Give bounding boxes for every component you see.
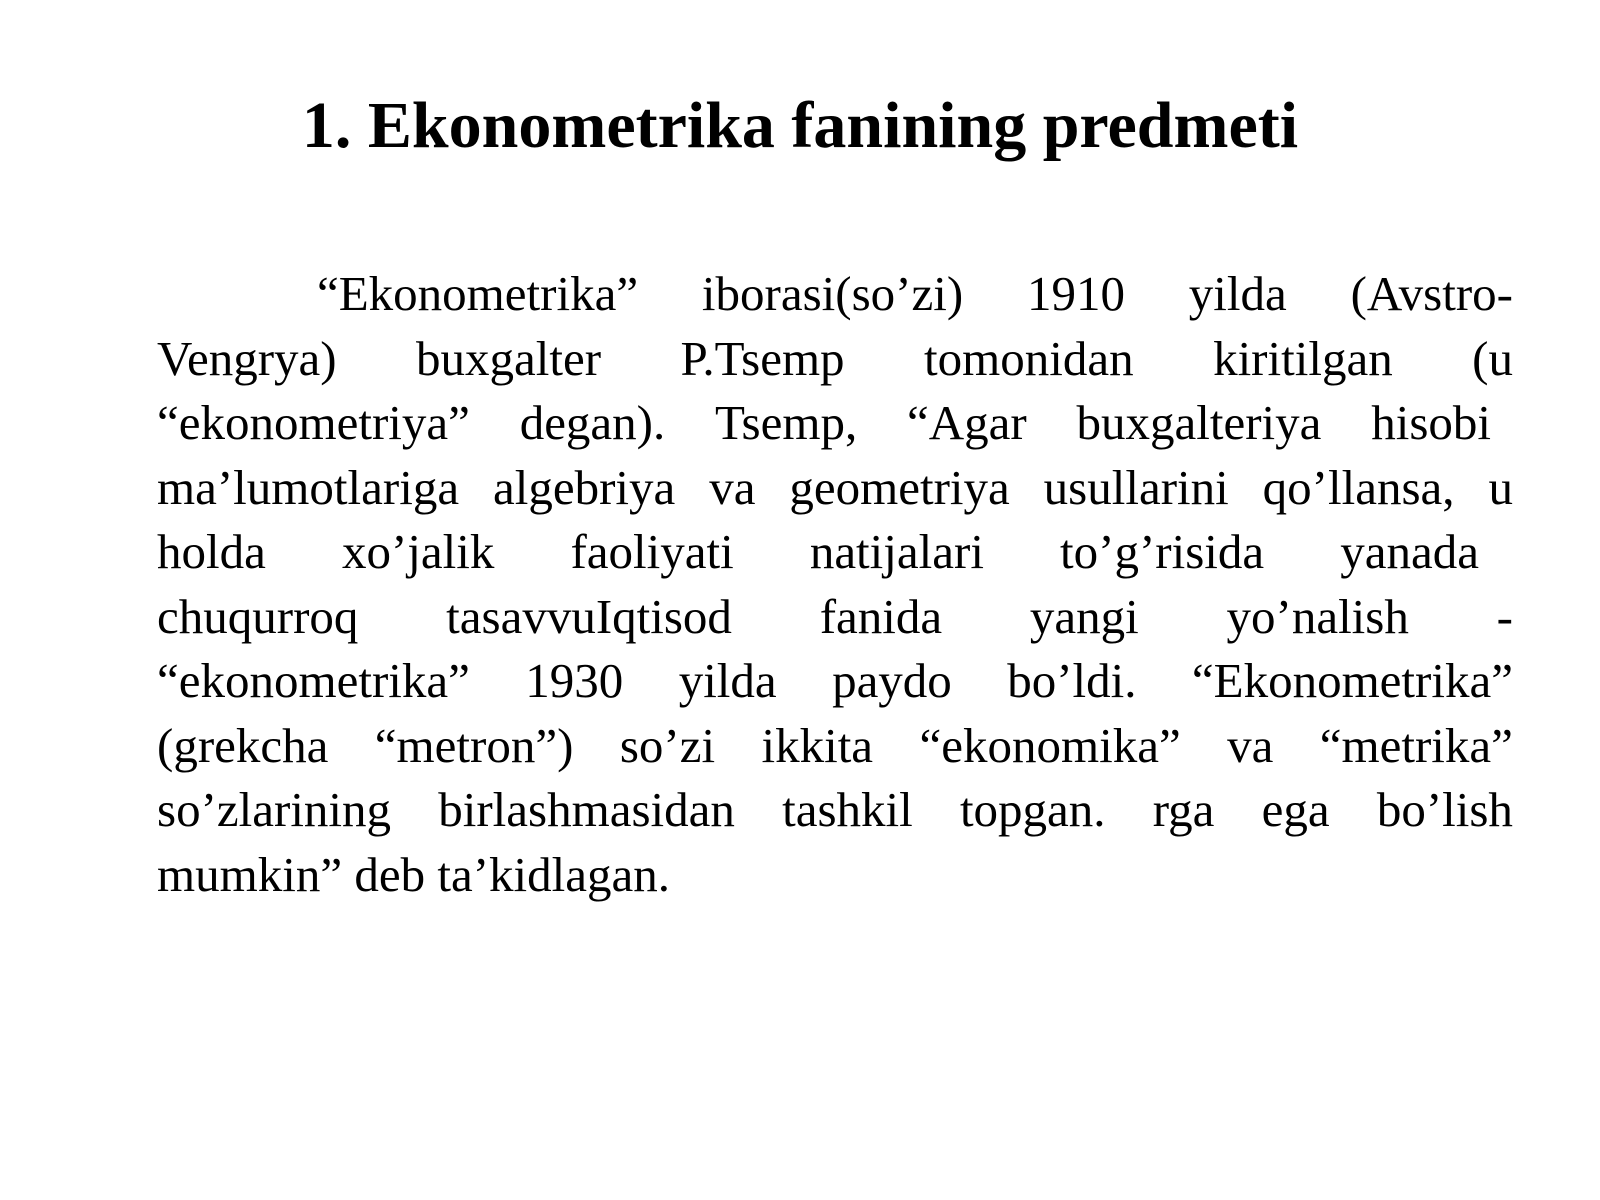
body-word: “ekonomika” [919,717,1181,773]
body-word: bo’ldi. [1007,653,1137,708]
body-word: to’g’risida [1060,524,1265,579]
body-word: - [1496,588,1513,644]
body-word: (grekcha [157,717,329,773]
body-word: buxgalter [416,330,602,386]
body-word: rga [1152,782,1215,837]
body-word: chuqurroq [157,588,359,644]
body-word: “Ekonometrika” [317,266,639,321]
body-line [157,520,1513,585]
body-word: ega [1261,782,1330,837]
body-word: tomonidan [924,330,1134,386]
body-word: “ekonometriya” [157,395,470,450]
body-line [157,585,1513,650]
body-word: degan). [519,395,666,450]
body-word: paydo [832,653,952,708]
body-word: so’zi [619,717,716,773]
body-word: bo’lish [1376,782,1513,837]
slide-body-paragraph [157,262,1513,907]
body-word: yilda [1188,266,1287,321]
body-word: tashkil [782,782,913,837]
body-word: tasavvuIqtisod [446,588,732,644]
body-word: va [709,459,756,515]
body-line [157,778,1513,843]
body-word: “Agar [907,395,1027,450]
body-word: topgan. [959,782,1106,837]
body-word: “metron”) [374,717,574,773]
body-line [157,327,1513,392]
body-word: P.Tsemp [680,330,845,386]
body-word: holda [157,524,266,579]
body-word: so’zlarining [157,782,392,837]
body-word: kiritilgan [1213,330,1393,386]
body-line [157,714,1513,779]
body-line [157,649,1513,714]
body-word: natijalari [809,524,984,579]
body-word: (Avstro- [1350,266,1513,321]
body-word: yanada [1340,524,1479,579]
body-word: faoliyati [570,524,734,579]
body-word: u [1488,459,1513,515]
body-word: yo’nalish [1226,588,1409,644]
body-line [157,391,1513,456]
body-word: Tsemp, [715,395,858,450]
body-word: birlashmasidan [438,782,735,837]
body-word: yilda [678,653,777,708]
body-line [157,262,1513,327]
body-word: va [1227,717,1274,773]
body-word: algebriya [492,459,676,515]
body-line: mumkin” deb ta’kidlagan. [157,846,670,902]
body-word: Vengrya) [157,330,337,386]
body-word: “Ekonometrika” [1191,653,1513,708]
body-word: ma’lumotlariga [157,459,460,515]
body-word: yangi [1029,588,1139,644]
body-line [157,456,1513,521]
body-word: geometriya [789,459,1010,515]
body-word: buxgalteriya [1076,395,1322,450]
body-word: 1910 [1026,266,1125,321]
body-word: “ekonometrika” [157,653,470,708]
body-word: fanida [819,588,943,644]
body-word: hisobi [1371,395,1491,450]
body-word: qo’llansa, [1262,459,1455,515]
body-word: iborasi(so’zi) [701,266,964,321]
body-word: “metrika” [1319,717,1513,773]
body-word: (u [1472,330,1513,386]
body-word: ikkita [761,717,874,773]
body-word: xo’jalik [341,524,495,579]
body-word: usullarini [1043,459,1229,515]
body-word: 1930 [525,653,624,708]
slide-title: 1. Ekonometrika fanining predmeti [301,89,1299,162]
